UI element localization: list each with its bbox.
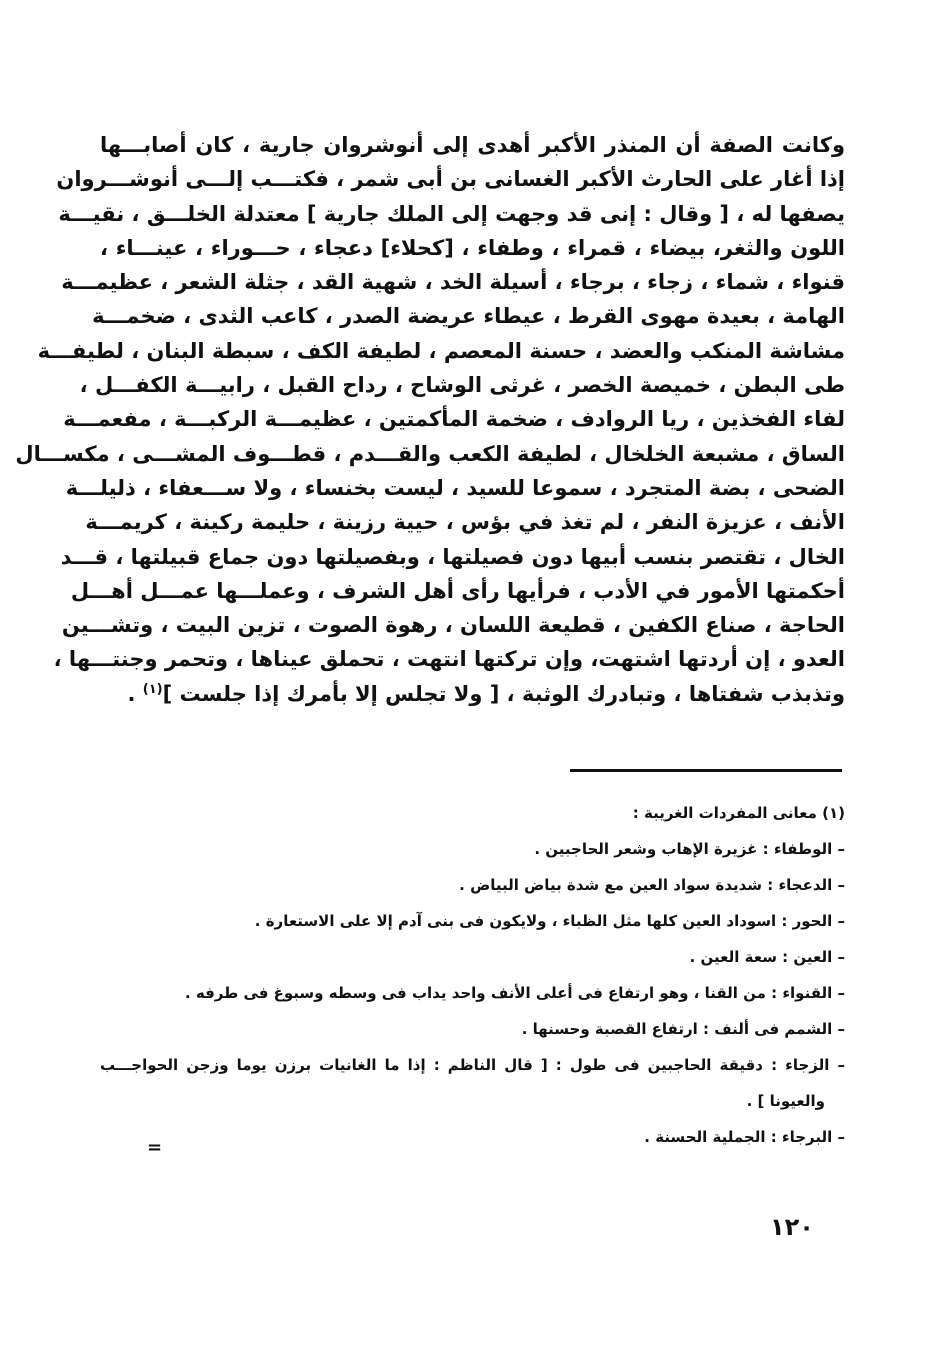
footnote-divider — [570, 769, 842, 772]
text-line: الهامة ، بعيدة مهوى القرط ، عيطاء عريضة الصدر ، كاعب الثدى ، ضخمـــة — [92, 304, 845, 329]
footnote-item: – الزجاء : دقيقة الحاجبين فى طول : [ قال الناظم : إذا ما الغانيات برزن يوما وزجن الحواجـــب — [100, 1056, 845, 1074]
text-line: اللون والثغر، بيضاء ، قمراء ، وطفاء ، [كحلاء] دعجاء ، حـــوراء ، عينـــاء ، — [100, 235, 845, 260]
text-line-last-content: وتذبذب شفتاها ، وتبادرك الوثبة ، [ ولا تجلس إلا بأمرك إذا جلست ] — [162, 681, 845, 706]
footnote-item: – الحور : اسوداد العين كلها مثل الظباء ، ولايكون فى بنى آدم إلا على الاستعارة . — [254, 912, 845, 930]
footnote-item: – الوطفاء : غزيرة الإهاب وشعر الحاجبين . — [534, 840, 845, 858]
footnote-item: – الدعجاء : شديدة سواد العين مع شدة بياض البياض . — [459, 876, 845, 894]
text-line: الأنف ، عزيزة النفر ، لم تغذ في بؤس ، حيية رزينة ، حليمة ركينة ، كريمـــة — [85, 510, 845, 535]
text-line: يصفها له ، [ وقال : إنى قد وجهت إلى الملك جارية ] معتدلة الخلـــق ، نقيـــة — [58, 201, 845, 226]
text-line-last: وتذبذب شفتاها ، وتبادرك الوثبة ، [ ولا تجلس إلا بأمرك إذا جلست ]$^{(١)}$ . — [127, 681, 845, 706]
text-line: طى البطن ، خميصة الخصر ، غرثى الوشاح ، رداح القبل ، رابيـــة الكفـــل ، — [79, 373, 845, 398]
footnote-marker[interactable]: (١) — [142, 681, 163, 697]
text-line: الحاجة ، صناع الكفين ، قطيعة اللسان ، رهوة الصوت ، تزين البيت ، وتشـــين — [61, 613, 845, 638]
footnote-item: – الشمم فى ألنف : ارتفاع القصبة وحسنها . — [521, 1020, 845, 1038]
footnotes — [100, 795, 845, 1155]
text-line: الخال ، تقتصر بنسب أبيها دون فصيلتها ، وبفصيلتها دون جماع قبيلتها ، قـــد — [60, 544, 845, 569]
continuation-mark: = — [147, 1137, 163, 1158]
text-line: قنواء ، شماء ، زجاء ، برجاء ، أسيلة الخد ، شهية القد ، جثلة الشعر ، عظيمـــة — [61, 270, 845, 295]
main-paragraph — [15, 128, 845, 711]
text-line: الضحى ، بضة المتجرد ، سموعا للسيد ، ليست بخنساء ، ولا ســـعفاء ، ذليلـــة — [65, 475, 845, 500]
footnote-item-continuation: والعيونا ] . — [746, 1092, 825, 1110]
text-line: لفاء الفخذين ، ريا الروادف ، ضخمة المأكمتين ، عظيمـــة الركبـــة ، مفعمـــة — [63, 407, 845, 432]
text-line: وكانت الصفة أن المنذر الأكبر أهدى إلى أنوشروان جارية ، كان أصابـــها — [100, 133, 845, 157]
text-line: مشاشة المنكب والعضد ، حسنة المعصم ، لطيفة الكف ، سبطة البنان ، لطيفـــة — [37, 338, 845, 363]
footnote-heading: (١) معانى المفردات الغريبة : — [632, 804, 845, 822]
footnote-item: – العين : سعة العين . — [689, 948, 845, 966]
footnote-item: – القنواء : من القنا ، وهو ارتفاع فى أعلى الأنف واحد يداب فى وسطه وسبوغ فى طرفه . — [184, 984, 845, 1002]
text-line: أحكمتها الأمور في الأدب ، فرأيها رأى أهل الشرف ، وعملـــها عمـــل أهـــل — [70, 578, 845, 603]
footnote-item: – البرجاء : الجملية الحسنة . — [644, 1128, 845, 1146]
text-line: الساق ، مشبعة الخلخال ، لطيفة الكعب والقـــدم ، قطـــوف المشـــى ، مكســـال — [15, 441, 845, 466]
text-line: إذا أغار على الحارث الأكبر الغسانى بن أبى شمر ، فكتـــب إلـــى أنوشـــروان — [56, 167, 845, 192]
text-line: العدو ، إن أردتها اشتهت، وإن تركتها انتهت ، تحملق عيناها ، وتحمر وجنتـــها ، — [53, 647, 845, 672]
page-number: ١٢٠ — [770, 1213, 814, 1241]
